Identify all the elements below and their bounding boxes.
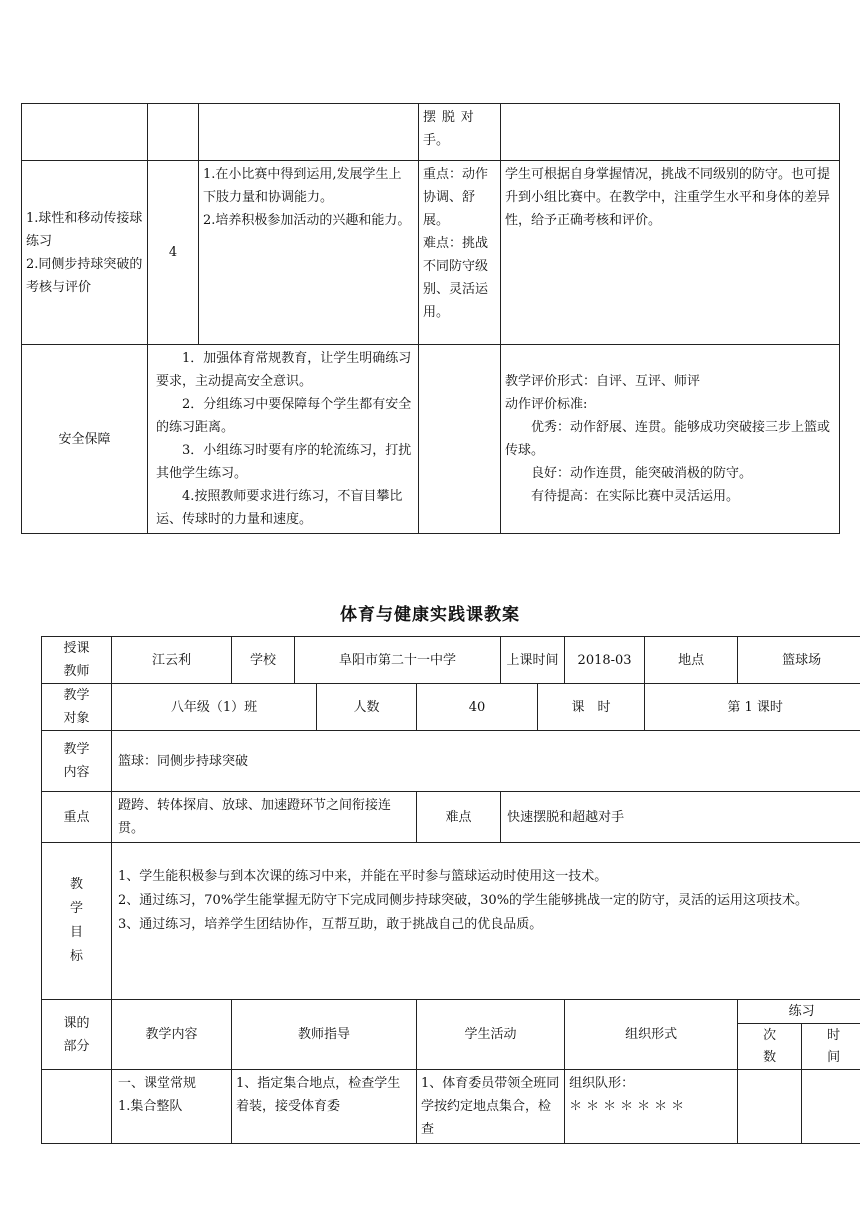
goal-item: 3、通过练习，培养学生团结协作，互帮互助，敢于挑战自己的优良品质。 [118, 917, 543, 932]
key-label: 重点 [42, 792, 112, 843]
object-value: 八年级（1）班 [112, 684, 317, 731]
goals-cell [199, 161, 419, 345]
content-item: 1.集合整队 [118, 1099, 183, 1114]
eval-standard: 动作评价标准: [505, 397, 588, 412]
org-text: 组织队形： [569, 1076, 635, 1091]
difficult-point: 难点：挑战不同防守级别、灵活运用。 [423, 236, 489, 320]
table-row [42, 684, 860, 731]
note-cell [501, 161, 840, 345]
content-cell [112, 1070, 232, 1144]
eval-good: 良好：动作连贯，能突破消极的防守。 [531, 466, 753, 481]
goal-label-char: 教 [69, 877, 83, 892]
eval-excellent: 优秀：动作舒展、连贯。能够成功突破接三步上篮或传球。 [505, 420, 831, 458]
goal-label-cell [42, 843, 112, 1000]
goal-label-char: 目 [69, 925, 83, 940]
goal-label-char: 标 [69, 949, 83, 964]
student-header: 学生活动 [417, 1000, 565, 1070]
part-header [42, 1000, 112, 1070]
teacher-name: 江云利 [112, 637, 232, 684]
key-points-cell [419, 104, 501, 161]
table-row [22, 345, 840, 534]
goal-item: 1、学生能积极参与到本次课的练习中来，并能在平时参与篮球运动时使用这一技术。 [118, 869, 608, 884]
table-row [42, 843, 860, 1000]
count-label: 人数 [317, 684, 417, 731]
eval-form: 教学评价形式：自评、互评、师评 [505, 374, 701, 389]
safety-item: 1．加强体育常规教育，让学生明确练习要求，主动提高安全意识。 [156, 351, 412, 389]
key-value: 蹬跨、转体探肩、放球、加速蹬环节之间衔接连贯。 [112, 792, 417, 843]
time-label: 上课时间 [501, 637, 565, 684]
table-row [42, 637, 860, 684]
place-label: 地点 [645, 637, 738, 684]
content-header: 教学内容 [112, 1000, 232, 1070]
table-header-row [42, 1000, 860, 1024]
note-text: 学生可根据自身掌握情况，挑战不同级别的防守。也可提升到小组比赛中。在教学中，注重学生水平和身体的差异性，给予正确考核和评价。 [505, 167, 831, 228]
object-label: 对象 [63, 711, 90, 726]
table-row [22, 104, 840, 161]
teacher-header: 教师指导 [232, 1000, 417, 1070]
organization-cell [565, 1070, 738, 1144]
place-value: 篮球场 [738, 637, 860, 684]
count-value: 40 [417, 684, 538, 731]
safety-cell [148, 345, 419, 534]
teaching-goals [112, 843, 860, 1000]
content-label-cell [42, 731, 112, 792]
key-points-cell [419, 161, 501, 345]
goal-item: 2、通过练习，70%学生能掌握无防守下完成同侧步持球突破，30%的学生能够挑战一定的防守，灵活的运用这项技术。 [118, 893, 809, 908]
times-header [738, 1024, 802, 1070]
hours-cell: 4 [148, 161, 199, 345]
content-item: 一、课堂常规 [118, 1076, 197, 1091]
time-value: 2018-03 [565, 637, 645, 684]
content-cell [22, 161, 148, 345]
practice-header: 练习 [738, 1000, 860, 1024]
difficulty-value: 快速摆脱和超越对手 [501, 792, 860, 843]
table-row [22, 161, 840, 345]
content-label: 教学 [63, 742, 90, 757]
content-item: 2.同侧步持球突破的考核与评价 [26, 256, 143, 295]
safety-item: 4.按照教师要求进行练习，不盲目攀比运、传球时的力量和速度。 [156, 489, 403, 527]
part-header-text: 部分 [63, 1038, 90, 1054]
safety-item: 3．小组练习时要有序的轮流练习，打扰其他学生练习。 [156, 443, 412, 481]
object-label: 教学 [63, 688, 90, 703]
page-title: 体育与健康实践课教案 [340, 605, 520, 625]
school-name: 阜阳市第二十一中学 [295, 637, 501, 684]
table-row [42, 1070, 860, 1144]
times-header-text: 数 [763, 1049, 777, 1065]
goal-item: 1.在小比赛中得到运用,发展学生上下肢力量和协调能力。 [203, 167, 402, 205]
period-label: 课 时 [538, 684, 645, 731]
duration-header [802, 1024, 860, 1070]
evaluation-cell [501, 345, 840, 534]
content-item: 1.球性和移动传接球练习 [26, 210, 143, 249]
duration-cell [802, 1070, 860, 1144]
teacher-label: 教师 [63, 664, 90, 679]
times-header-text: 次 [763, 1027, 777, 1043]
teacher-guidance: 1、指定集合地点，检查学生着装，接受体育委 [232, 1070, 417, 1144]
times-cell [738, 1070, 802, 1144]
duration-header-text: 间 [827, 1049, 841, 1065]
safety-label: 安全保障 [22, 345, 148, 534]
content-label: 内容 [63, 765, 90, 780]
lesson-plan-table-continued [21, 103, 840, 534]
eval-improve: 有待提高：在实际比赛中灵活运用。 [531, 489, 740, 504]
object-label-cell [42, 684, 112, 731]
content-value: 篮球：同侧步持球突破 [112, 731, 860, 792]
duration-header-text: 时 [827, 1027, 841, 1043]
goal-item: 2.培养积极参加活动的兴趣和能力。 [203, 213, 411, 228]
teacher-label: 授课 [63, 641, 90, 656]
teacher-label-cell [42, 637, 112, 684]
difficulty-label: 难点 [417, 792, 501, 843]
key-points-text: 手。 [423, 133, 450, 148]
table-row [42, 792, 860, 843]
org-header: 组织形式 [565, 1000, 738, 1070]
key-point: 重点：动作协调、舒展。 [423, 167, 489, 228]
lesson-plan-table [41, 636, 860, 1144]
safety-item: 2．分组练习中要保障每个学生都有安全的练习距离。 [156, 397, 412, 435]
period-value: 第 1 课时 [645, 684, 860, 731]
key-points-text: 摆脱对 [423, 110, 480, 125]
school-label: 学校 [232, 637, 295, 684]
table-row [42, 731, 860, 792]
formation-stars: ＊＊＊＊＊＊＊ [569, 1099, 689, 1114]
student-activity: 1、体育委员带领全班同学按约定地点集合，检查 [417, 1070, 565, 1144]
goal-label-char: 学 [69, 901, 83, 916]
part-header-text: 课的 [63, 1015, 90, 1031]
